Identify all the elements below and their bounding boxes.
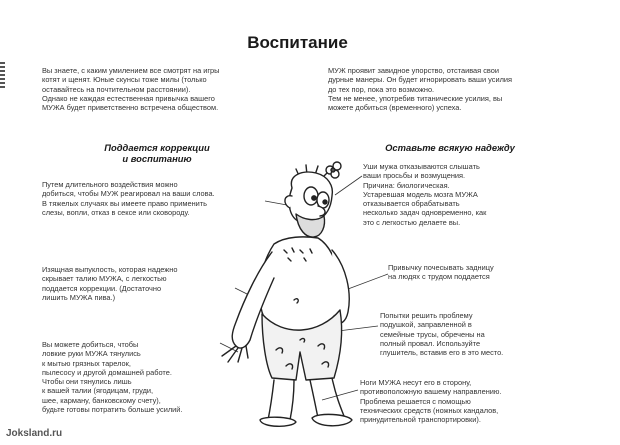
- left-hand-fingers: [222, 346, 248, 362]
- right-item-scratching: Привычку почесывать задницу на людях с трудом поддается: [388, 263, 494, 282]
- left-item-responsiveness: Путем длительного воздействия можно добиться, чтобы МУЖ реагировал на ваши слова. В тяжелых случаях вы имеете право применить слезы, вопли, отказ в сексе или сковороду.: [42, 180, 215, 217]
- right-foot: [312, 414, 352, 425]
- leader-line-legs: [322, 390, 358, 400]
- left-leg: [268, 380, 294, 420]
- flower-icon: [326, 162, 341, 178]
- page-title: Воспитание: [247, 33, 348, 52]
- right-item-legs: Ноги МУЖА несут его в сторону, противоположную вашему направлению. Проблема решается с помощью технических средств (ножных кандалов, принудительной транспортировки).: [360, 378, 502, 425]
- left-foot: [260, 417, 296, 426]
- right-column-heading: Оставьте всякую надежду: [385, 142, 515, 153]
- left-item-belly: Изящная выпуклость, которая надежно скрывает талию МУЖА, с легкостью поддается коррекции. (Достаточно лишить МУЖА пива.): [42, 265, 178, 302]
- right-item-pillow: Попытки решить проблему подушкой, заправленной в семейные трусы, обречены на полный провал. Используйте глушитель, вставив его в это место.: [380, 311, 504, 358]
- site-watermark: Joksland.ru: [6, 428, 63, 439]
- right-leg: [310, 378, 344, 418]
- leader-line-ears: [335, 176, 362, 195]
- left-column-heading: Поддается коррекции и воспитанию: [104, 142, 210, 164]
- intro-left-paragraph: Вы знаете, с каким умилением все смотрят на игры котят и щенят. Юные скунсы тоже милы (только оставайтесь на почтительном расстоянии). Однако не каждая естественная привычка вашего МУЖА будет приветственно встречена обществом.: [42, 66, 220, 113]
- right-item-ears: Уши мужа отказываются слышать ваши просьбы и возмущения. Причина: биологическая. Устаревшая модель мозга МУЖА отказывается обрабатывать несколько задач одновременно, как это с легкостью делаете вы.: [363, 162, 487, 227]
- left-item-hands: Вы можете добиться, чтобы ловкие руки МУЖА тянулись к мытью грязных тарелок, пылесосу и другой домашней работе. Чтобы они тянулись лишь к вашей талии (ягодицам, груди, шее, карману, банковскому счету), будьте готовы потратить больше усилий.: [42, 340, 183, 415]
- intro-right-paragraph: МУЖ проявит завидное упорство, отстаивая свои дурные манеры. Он будет игнорировать ваши усилия до тех пор, пока это возможно. Тем не менее, употребив титанические усилия, вы можете добиться (временного) успеха.: [328, 66, 513, 113]
- husband-figure: [222, 162, 352, 426]
- leader-line-scratching: [348, 274, 388, 289]
